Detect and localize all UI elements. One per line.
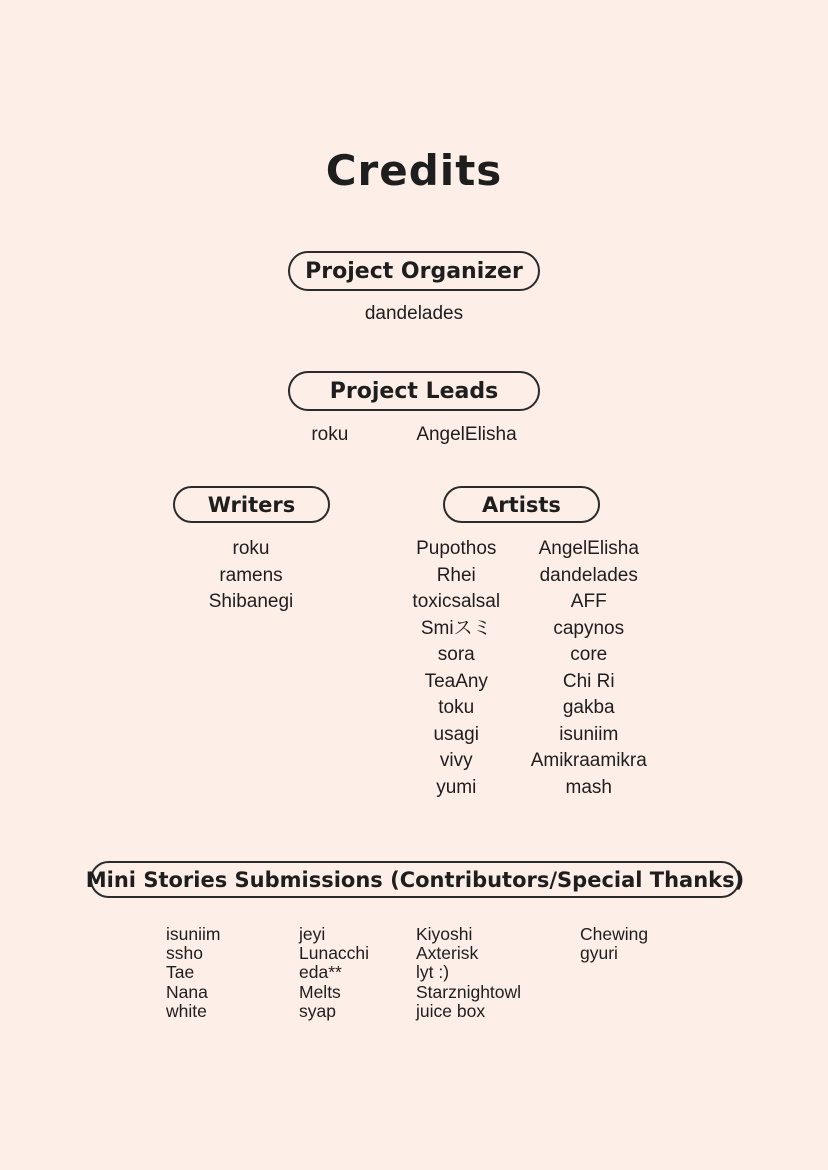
credit-name: lyt :) xyxy=(416,962,450,983)
credit-name: Smiスミ xyxy=(420,617,492,639)
credit-name: jeyi xyxy=(299,924,326,944)
credit-name: white xyxy=(166,1000,207,1021)
credit-name: Amikraamikra xyxy=(530,750,647,771)
section-heading-label: Writers xyxy=(207,492,296,517)
credit-name: Chi Ri xyxy=(562,670,615,692)
credit-name: toku xyxy=(438,697,475,718)
credit-name: Tae xyxy=(166,962,195,983)
credit-name: Axterisk xyxy=(416,943,479,964)
credit-name: Chewing xyxy=(580,924,649,944)
credit-name: AngelElisha xyxy=(416,424,517,445)
credit-name: yumi xyxy=(436,776,477,798)
credit-name: AngelElisha xyxy=(538,538,639,559)
mini-stories-column-2 xyxy=(299,925,369,1021)
leads-names xyxy=(0,424,828,446)
credit-name: core xyxy=(570,644,608,665)
section-heading-project-organizer xyxy=(288,251,540,291)
section-heading-artists xyxy=(443,486,600,523)
credit-name: mash xyxy=(565,776,612,798)
mini-stories-column-1 xyxy=(166,925,220,1021)
credit-name: eda** xyxy=(299,962,342,983)
credit-name: isuniim xyxy=(166,924,221,944)
artists-list xyxy=(390,536,655,801)
section-heading-writers xyxy=(173,486,330,523)
credit-name: usagi xyxy=(433,723,479,745)
credit-name: gyuri xyxy=(580,943,618,964)
section-heading-label: Artists xyxy=(482,492,561,517)
artists-column-1 xyxy=(390,536,523,801)
credit-name: dandelades xyxy=(539,564,638,586)
credit-name: TeaAny xyxy=(424,670,488,692)
section-heading-label: Mini Stories Submissions (Contributors/Special Thanks) xyxy=(85,867,745,892)
page-title: Credits xyxy=(325,146,503,195)
credit-name: Starznightowl xyxy=(416,981,522,1002)
credit-name: Melts xyxy=(299,981,341,1002)
credit-name: sora xyxy=(437,644,475,665)
artists-column-2 xyxy=(523,536,656,801)
credit-name: roku xyxy=(311,424,349,445)
section-heading-label: Project Leads xyxy=(329,378,499,404)
mini-stories-column-3 xyxy=(416,925,521,1021)
credit-name: Lunacchi xyxy=(299,943,370,964)
section-heading-label: Project Organizer xyxy=(305,258,523,284)
section-heading-mini-stories xyxy=(85,861,745,898)
credit-name: gakba xyxy=(562,697,615,718)
credit-name: juice box xyxy=(416,1000,486,1021)
organizer-name: dandelades xyxy=(364,303,464,324)
mini-stories-column-4 xyxy=(580,925,648,963)
credit-name: toxicsalsal xyxy=(412,591,501,612)
credit-name: AFF xyxy=(570,591,607,612)
section-heading-project-leads xyxy=(288,371,540,411)
credit-name: syap xyxy=(299,1000,336,1021)
credit-name: Kiyoshi xyxy=(416,924,473,944)
credit-name: Shibanegi xyxy=(208,591,294,612)
credit-name: Rhei xyxy=(436,564,476,586)
credit-name: isuniim xyxy=(559,723,619,745)
credit-name: ssho xyxy=(166,943,203,964)
credit-name: Pupothos xyxy=(416,538,497,559)
writers-list xyxy=(131,536,371,616)
credit-name: capynos xyxy=(553,617,625,639)
credit-name: roku xyxy=(232,538,270,559)
credit-name: Nana xyxy=(166,981,208,1002)
credit-name: vivy xyxy=(439,750,473,771)
credit-name: ramens xyxy=(219,564,283,586)
